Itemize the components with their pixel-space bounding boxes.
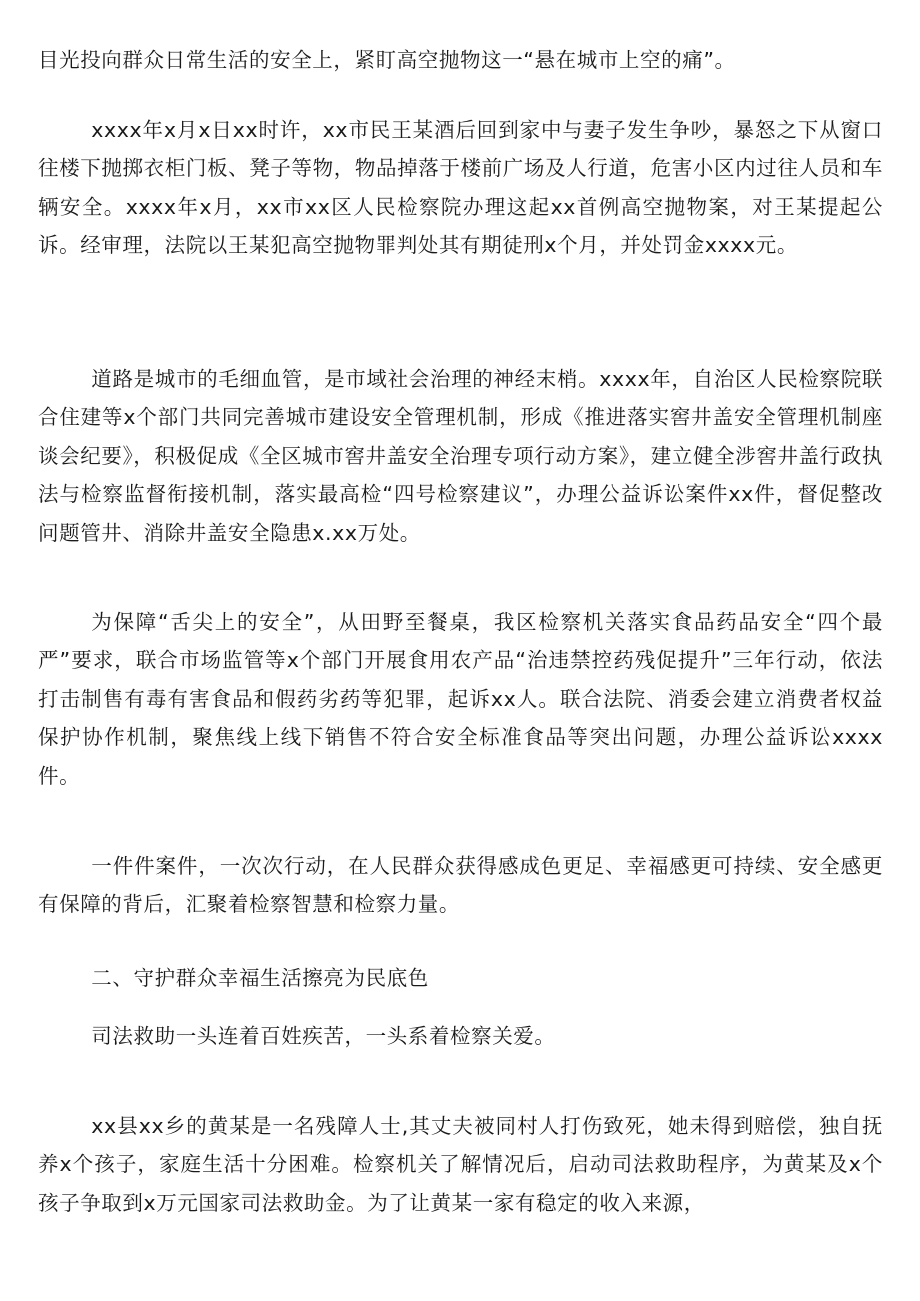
paragraph-summary: 一件件案件，一次次行动，在人民群众获得感成色更足、幸福感更可持续、安全感更有保障的背后，汇聚着检察智慧和检察力量。 [38, 854, 883, 917]
paragraph-continuation: 目光投向群众日常生活的安全上，紧盯高空抛物这一“悬在城市上空的痛”。 [38, 48, 736, 72]
paragraph-high-altitude-case: xxxx年x月x日xx时许，xx市民王某酒后回到家中与妻子发生争吵，暴怒之下从窗口往楼下抛掷衣柜门板、凳子等物，物品掉落于楼前广场及人行道，危害小区内过往人员和车辆安全。xxxx年x月，xx市xx区人民检察院办理这起xx首例高空抛物案，对王某提起公诉。经审理，法院以王某犯高空抛物罪判处其有期徒刑x个月，并处罚金xxxx元。 [38, 118, 883, 258]
section-heading: 二、守护群众幸福生活擦亮为民底色 [91, 966, 429, 990]
paragraph-food-safety: 为保障“舌尖上的安全”，从田野至餐桌，我区检察机关落实食品药品安全“四个最严”要求，联合市场监管等x个部门开展食用农产品“治违禁控药残促提升”三年行动，依法打击制售有毒有害食品和假药劣药等犯罪，起诉xx人。联合法院、消委会建立消费者权益保护协作机制，聚焦线上线下销售不符合安全标准食品等突出问题，办理公益诉讼xxxx件。 [38, 610, 883, 788]
paragraph-manhole-safety: 道路是城市的毛细血管，是市域社会治理的神经末梢。xxxx年，自治区人民检察院联合住建等x个部门共同完善城市建设安全管理机制，形成《推进落实窖井盖安全管理机制座谈会纪要》，积极促成《全区城市窖井盖安全治理专项行动方案》，建立健全涉窖井盖行政执法与检察监督衔接机制，落实最高检“四号检察建议”，办理公益诉讼案件xx件，督促整改问题管井、消除井盖安全隐患x.xx万处。 [38, 367, 883, 545]
paragraph-judicial-aid-intro: 司法救助一头连着百姓疾苦，一头系着检察关爱。 [91, 1024, 556, 1048]
paragraph-huang-case: xx县xx乡的黄某是一名残障人士,其丈夫被同村人打伤致死，她未得到赔偿，独自抚养x个孩子，家庭生活十分困难。检察机关了解情况后，启动司法救助程序，为黄某及x个孩子争取到x万元国家司法救助金。为了让黄某一家有稳定的收入来源， [38, 1114, 883, 1215]
